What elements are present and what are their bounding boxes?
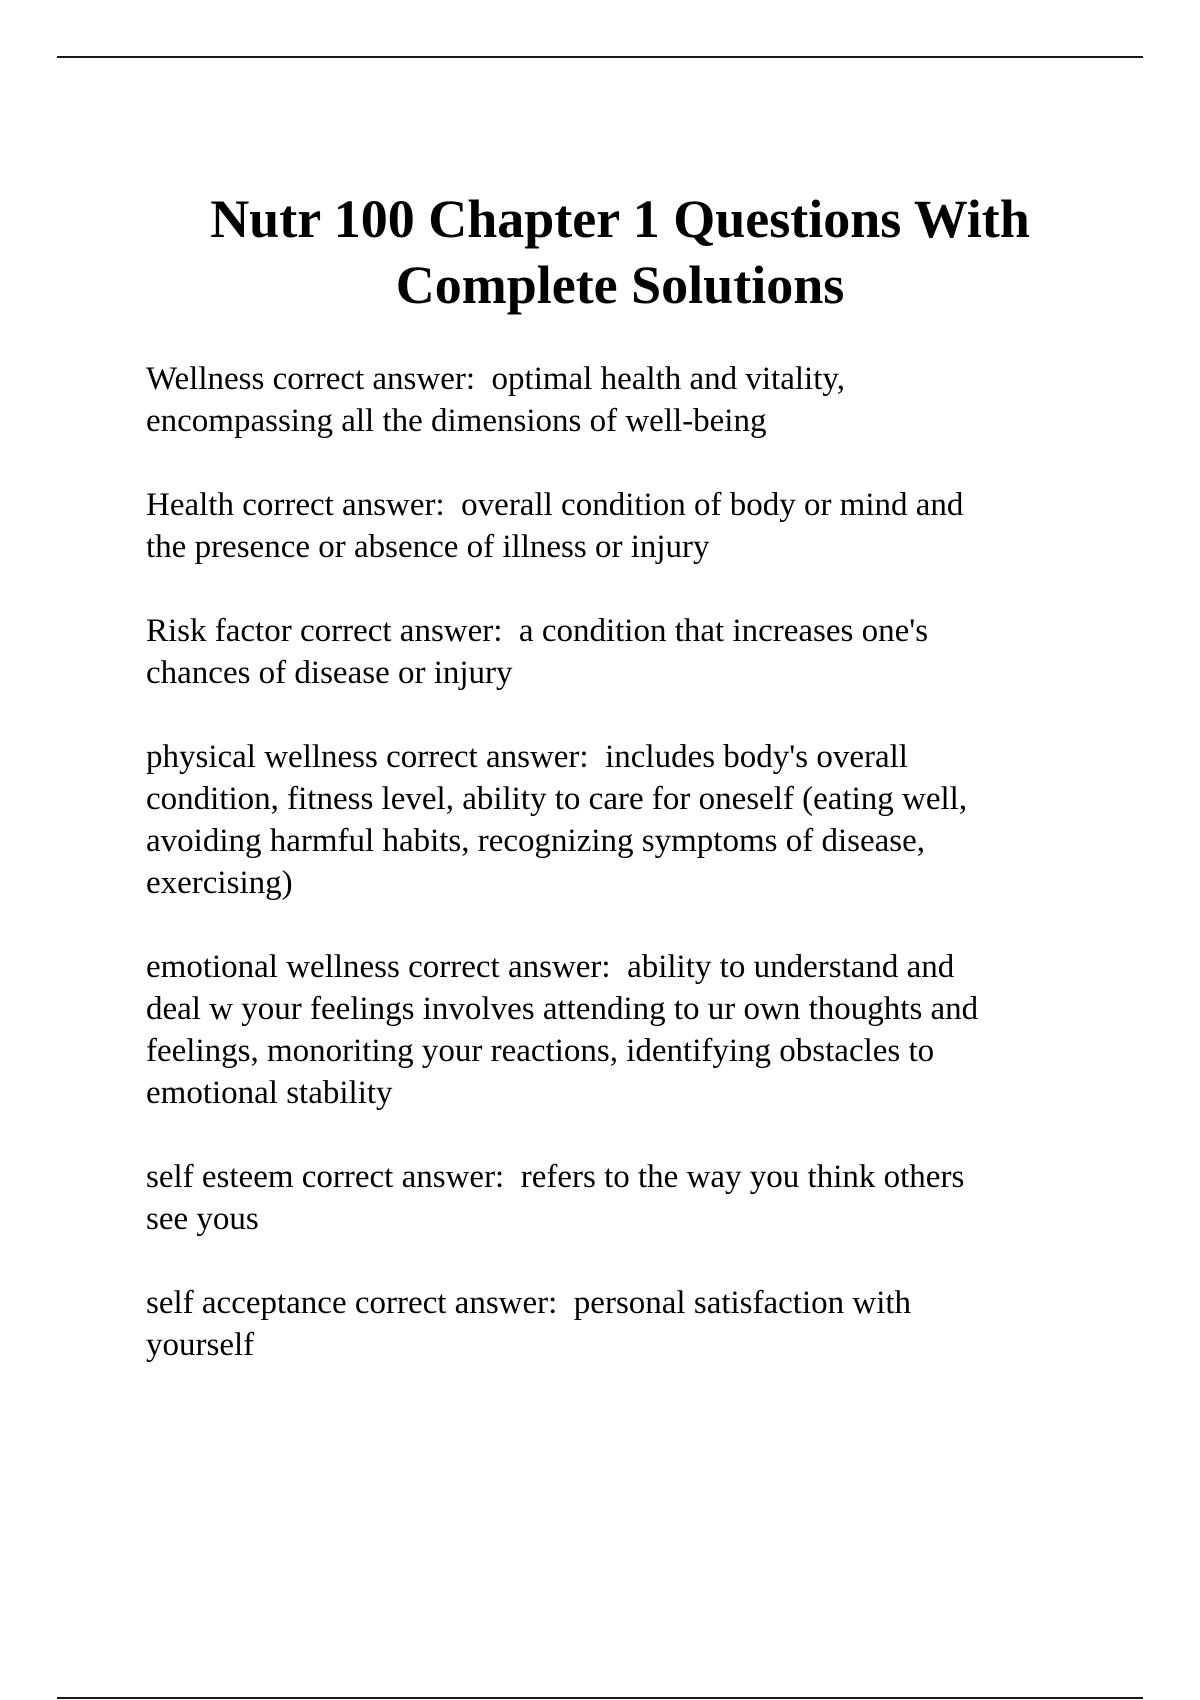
qa-entry-self-esteem: self esteem correct answer: refers to the way you think others see yous bbox=[146, 1159, 965, 1237]
qa-list bbox=[146, 358, 1086, 1408]
qa-entry-emotional-wellness: emotional wellness correct answer: ability to understand and deal w your feelings involves attending to ur own thoughts and feelings, monoriting your reactions, identifying obstacles to emotional stability bbox=[146, 949, 979, 1111]
top-rule bbox=[57, 56, 1143, 58]
qa-entry-risk-factor: Risk factor correct answer: a condition that increases one's chances of disease or injury bbox=[146, 613, 929, 691]
bottom-rule bbox=[57, 1697, 1143, 1699]
qa-entry-self-acceptance: self acceptance correct answer: personal satisfaction with yourself bbox=[146, 1285, 912, 1363]
qa-entry-health: Health correct answer: overall condition of body or mind and the presence or absence of illness or injury bbox=[146, 487, 964, 565]
title-line-1: Nutr 100 Chapter 1 Questions With bbox=[210, 189, 1030, 249]
title-line-2: Complete Solutions bbox=[395, 255, 845, 315]
qa-entry-physical-wellness: physical wellness correct answer: includes body's overall condition, fitness level, ability to care for oneself (eating well, avoiding harmful habits, recognizing symptoms of disease, exercising) bbox=[146, 739, 968, 901]
qa-entry-wellness: Wellness correct answer: optimal health and vitality, encompassing all the dimensions of well-being bbox=[146, 361, 845, 439]
page-title bbox=[100, 186, 1140, 318]
